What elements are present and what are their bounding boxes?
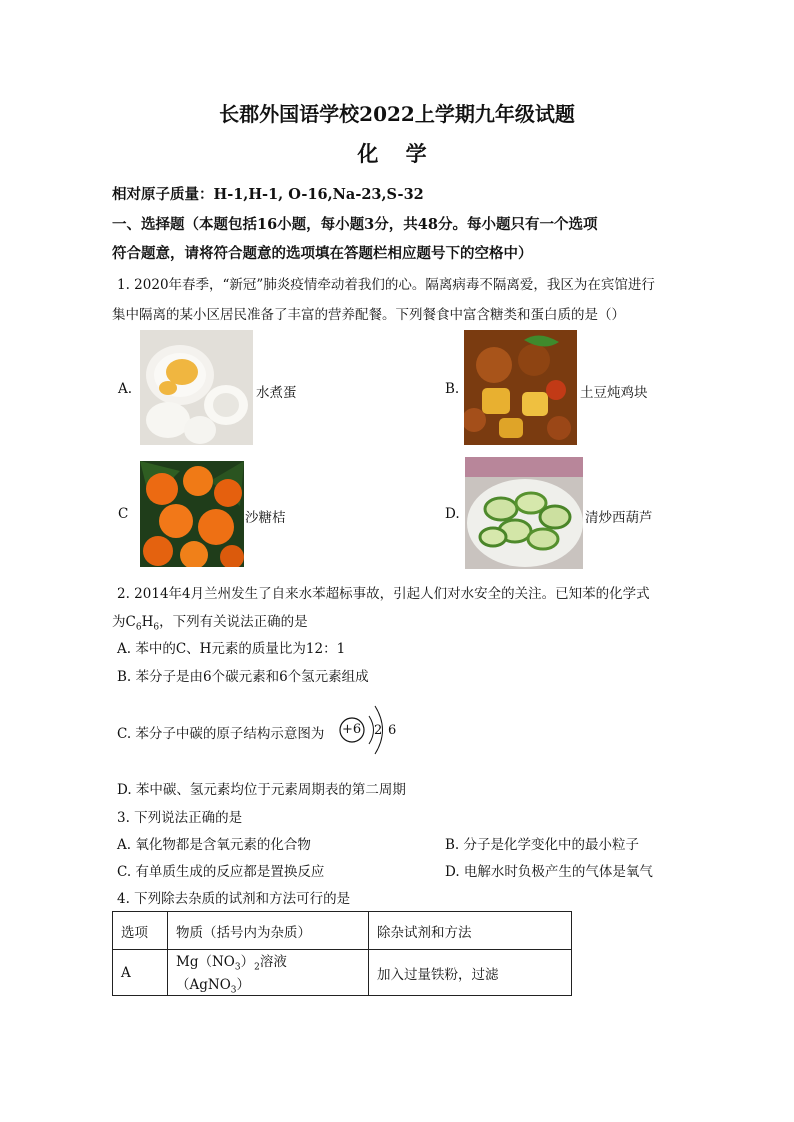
q2-option-c: C. 苯分子中碳的原子结构示意图为: [117, 726, 325, 742]
q2-option-d: D. 苯中碳、氢元素均位于元素周期表的第二周期: [117, 782, 406, 798]
atomic-masses: 相对原子质量：H-1,H-1, O-16,Na-23,S-32: [112, 186, 424, 203]
atom-shell1-electrons: 2: [374, 723, 383, 738]
stir-fried-zucchini-image: [465, 457, 583, 569]
q4-stem: 4. 下列除去杂质的试剂和方法可行的是: [117, 891, 351, 907]
q2-option-b: B. 苯分子是由6个碳元素和6个氢元素组成: [117, 669, 369, 685]
table-cell-method: 加入过量铁粉，过滤: [369, 950, 572, 996]
q3-option-d: D. 电解水时负极产生的气体是氧气: [445, 864, 653, 880]
section-heading-line2: 符合题意，请将符合题意的选项填在答题栏相应题号下的空格中）: [112, 245, 533, 262]
carbon-atom-structure-diagram: [338, 696, 408, 766]
q3-stem: 3. 下列说法正确的是: [117, 810, 243, 826]
potato-chicken-image: [464, 330, 577, 445]
atom-nucleus-label: +6: [342, 722, 362, 737]
q3-option-c: C. 有单质生成的反应都是置换反应: [117, 864, 325, 880]
q3-option-b: B. 分子是化学变化中的最小粒子: [445, 837, 640, 853]
q2-option-a: A. 苯中的C、H元素的质量比为12：1: [117, 641, 346, 657]
q3-option-a: A. 氧化物都是含氧元素的化合物: [117, 837, 311, 853]
q1-option-a-text: 水煮蛋: [256, 385, 297, 401]
mandarin-oranges-image: [140, 461, 244, 567]
q1-option-b-letter: B.: [445, 381, 460, 397]
table-cell-option: A: [113, 950, 168, 996]
boiled-egg-image: [140, 330, 253, 445]
q1-option-d-text: 清炒西葫芦: [585, 510, 653, 526]
section-heading-line1: 一、选择题（本题包括16小题，每小题3分，共48分。每小题只有一个选项: [112, 216, 598, 233]
q1-stem-line1: 1. 2020年春季，“新冠”肺炎疫情牵动着我们的心。隔离病毒不隔离爱，我区为在宾馆进行: [117, 277, 655, 293]
table-header-substance: 物质（括号内为杂质）: [168, 912, 369, 950]
table-header-option: 选项: [113, 912, 168, 950]
table-header-row: [113, 912, 572, 950]
q1-option-a-letter: A.: [118, 381, 133, 397]
table-row: [113, 950, 572, 996]
table-cell-substance: $Mg(NO_3)_2$溶液（AgNO$_3$）: [168, 950, 369, 996]
q1-stem-line2: 集中隔离的某小区居民准备了丰富的营养配餐。下列餐食中富含糖类和蛋白质的是（）: [112, 307, 625, 323]
q2-stem-line2: 为$C_6H_6$，下列有关说法正确的是: [112, 614, 308, 633]
q1-option-b-text: 土豆炖鸡块: [580, 385, 648, 401]
q1-option-c-letter: C: [118, 506, 129, 522]
atom-shell2-electrons: 6: [388, 723, 397, 738]
q4-table: [112, 911, 572, 996]
q1-option-d-letter: D.: [445, 506, 460, 522]
q1-option-c-text: 沙糖桔: [245, 510, 286, 526]
subject-title: 化 学: [357, 141, 437, 166]
q2-stem-line1: 2. 2014年4月兰州发生了自来水苯超标事故，引起人们对水安全的关注。已知苯的化学式: [117, 586, 650, 602]
table-header-method: 除杂试剂和方法: [369, 912, 572, 950]
page-title: 长郡外国语学校2022上学期九年级试题: [219, 102, 575, 126]
